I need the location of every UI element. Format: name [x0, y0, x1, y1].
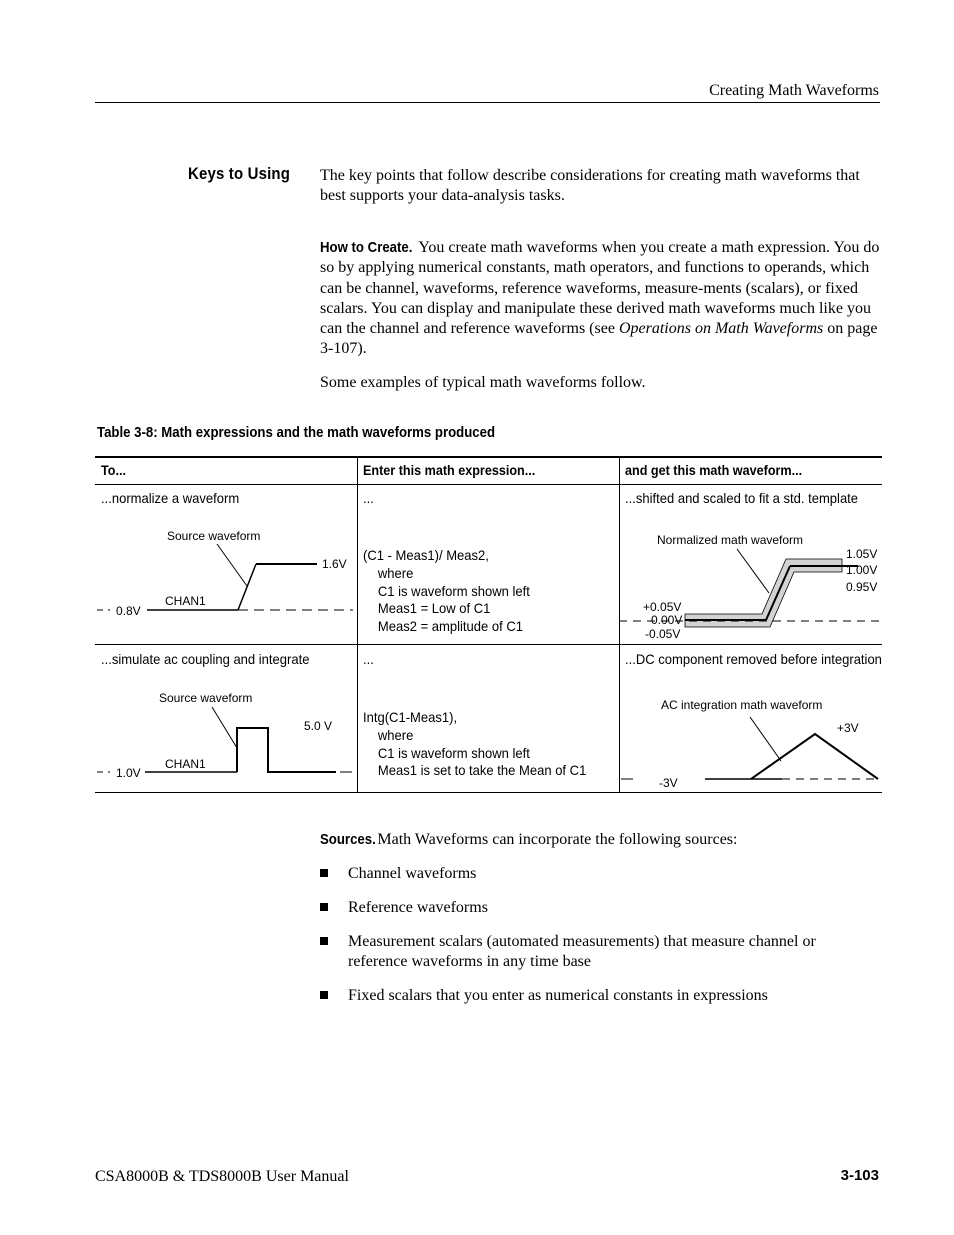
header-rule: [95, 102, 880, 103]
row1-top-label: 1.05V: [846, 547, 878, 561]
row2-result-label: AC integration math waveform: [661, 698, 823, 712]
sources-runin: Sources.: [320, 831, 376, 848]
examples-line: Some examples of typical math waveforms follow.: [320, 374, 646, 391]
row1-low-label: 0.8V: [116, 604, 141, 618]
row2-expr-lead: ...: [363, 651, 374, 667]
sources-paragraph: [320, 830, 880, 850]
row1-top-label: 1.00V: [846, 563, 878, 577]
list-item-text: Measurement scalars (automated measurements) that measure channel or reference waveforms in any time base: [348, 933, 816, 971]
list-item: [320, 932, 880, 974]
row2-low-label: 1.0V: [116, 766, 141, 780]
waveform-trace: [238, 564, 256, 610]
table-header-rule: [95, 484, 882, 485]
how-to-create-text-1: You create math waveforms when you create a math expression. You do so by applying numerical constants, math operators, and functions to operands, which can be channel, waveforms, reference waveforms, measure-ments (scalars), or fixed scalars. You can display and manipulate these derived math waveforms much like you can the channel and reference waveforms (see: [320, 239, 880, 338]
row1-expr-line: where: [377, 564, 414, 581]
row1-source-waveform: [95, 516, 357, 621]
row2-expr-line: Meas1 is set to take the Mean of C1: [377, 762, 587, 779]
row2-expression: [363, 709, 586, 780]
row1-top-label: 0.95V: [846, 580, 878, 594]
row2-result-waveform: [619, 678, 882, 788]
row1-bottom-label: 0.00V: [651, 613, 683, 627]
callout-leader: [217, 544, 247, 586]
row1-result-waveform: [619, 516, 882, 641]
row2-low-label: -3V: [659, 776, 678, 788]
bullet-square-icon: [320, 937, 328, 945]
row2-to: ...simulate ac coupling and integrate: [101, 651, 310, 667]
row2-channel-label: CHAN1: [165, 757, 206, 771]
how-to-create-paragraph: [320, 238, 880, 360]
running-header: Creating Math Waveforms: [709, 82, 879, 99]
list-item: [320, 898, 880, 920]
bullet-square-icon: [320, 991, 328, 999]
row1-expr-line: Meas2 = amplitude of C1: [377, 618, 523, 635]
footer-manual-title: CSA8000B & TDS8000B User Manual: [95, 1168, 349, 1185]
math-table: [95, 456, 882, 794]
waveform-trace: [766, 566, 790, 620]
tolerance-band: [685, 559, 842, 627]
how-to-create-runin: How to Create.: [320, 239, 413, 256]
cross-reference-link[interactable]: Operations on Math Waveforms: [618, 320, 824, 338]
row1-expr-line: C1 is waveform shown left: [377, 582, 530, 599]
row1-bottom-label: +0.05V: [643, 600, 682, 614]
row2-source-waveform: [95, 678, 357, 788]
row1-high-label: 1.6V: [322, 557, 347, 571]
list-item-text: Channel waveforms: [348, 865, 477, 882]
row2-high-label: +3V: [837, 721, 859, 735]
waveform-trace: [751, 734, 878, 779]
table-top-rule: [95, 456, 882, 458]
list-item: [320, 986, 880, 1008]
page-number: 3-103: [840, 1167, 879, 1184]
row2-expr-line: Intg(C1-Meas1),: [363, 709, 458, 725]
row2-source-label: Source waveform: [159, 691, 253, 705]
table-bottom-rule: [95, 792, 882, 793]
table-row-rule: [95, 644, 882, 645]
row1-result-label: Normalized math waveform: [657, 533, 804, 547]
table-column-divider: [357, 456, 358, 793]
table-caption: Table 3-8: Math expressions and the math waveforms produced: [97, 424, 496, 441]
row2-expr-line: C1 is waveform shown left: [377, 744, 530, 761]
how-to-create-text-2: on page 3-107).: [320, 320, 878, 358]
row1-expr-line: (C1 - Meas1)/ Meas2,: [363, 547, 489, 563]
row1-result: ...shifted and scaled to fit a std. template: [625, 490, 859, 506]
list-item-text: Fixed scalars that you enter as numerical constants in expressions: [348, 987, 768, 1004]
callout-leader: [212, 707, 237, 748]
list-item-text: Reference waveforms: [348, 899, 488, 916]
row1-channel-label: CHAN1: [165, 594, 206, 608]
list-item: [320, 864, 880, 886]
row2-result: ...DC component removed before integration: [625, 651, 882, 667]
row1-bottom-label: -0.05V: [645, 627, 681, 641]
waveform-trace: [237, 728, 336, 772]
row2-expr-line: where: [377, 726, 414, 743]
callout-leader: [750, 717, 781, 761]
header-waveform: and get this math waveform...: [625, 462, 803, 478]
header-expression: Enter this math expression...: [363, 462, 536, 478]
row1-to: ...normalize a waveform: [101, 490, 240, 506]
row1-expr-lead: ...: [363, 490, 374, 506]
row1-expression: [363, 547, 530, 636]
row1-expr-line: Meas1 = Low of C1: [377, 600, 491, 617]
bullet-square-icon: [320, 903, 328, 911]
row2-high-label: 5.0 V: [304, 719, 333, 733]
header-to: To...: [101, 462, 126, 478]
bullet-square-icon: [320, 869, 328, 877]
sources-text: Math Waveforms can incorporate the following sources:: [373, 831, 738, 848]
side-heading: Keys to Using: [188, 164, 291, 183]
row1-source-label: Source waveform: [167, 529, 261, 543]
intro-paragraph: The key points that follow describe considerations for creating math waveforms that best supports your data-analysis tasks.: [320, 167, 860, 205]
callout-leader: [737, 549, 769, 593]
